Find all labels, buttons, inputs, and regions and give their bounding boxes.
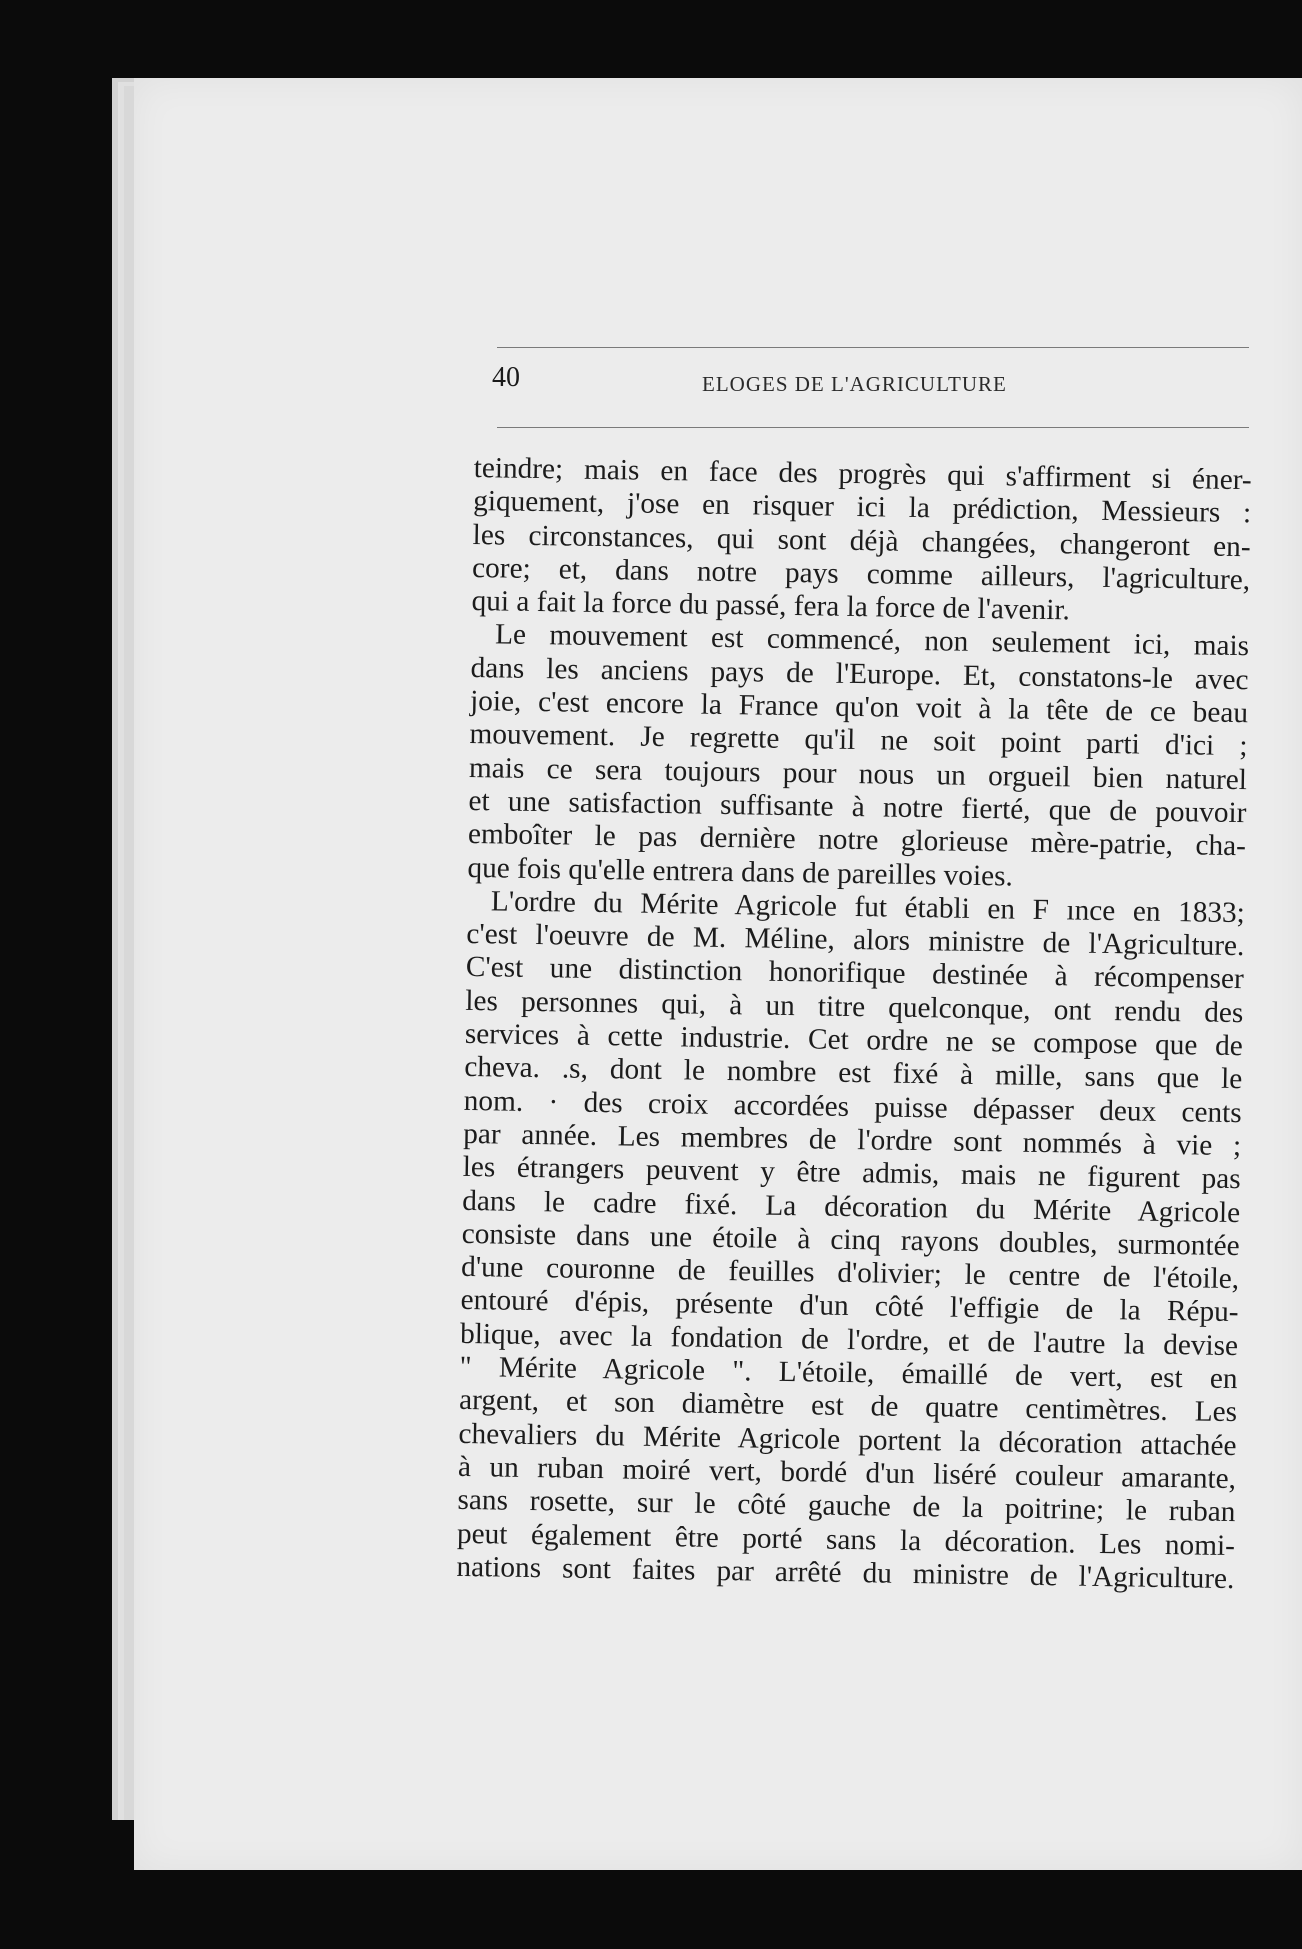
text-line: à un ruban moiré vert, bordé d'un liséré couleur amarante, — [457, 1450, 1237, 1495]
text-line: par année. Les membres de l'ordre sont nommés à vie ; — [463, 1117, 1242, 1163]
text-line: sans rosette, sur le côté gauche de la poitrine; le ruban — [457, 1484, 1236, 1529]
text-line: mouvement. Je regrette qu'il ne soit point parti d'ici ; — [469, 718, 1248, 763]
body-text — [456, 452, 1252, 1596]
header-rule-bottom — [497, 427, 1249, 428]
text-line: c'est l'oeuvre de M. Méline, alors ministre de l'Agriculture. — [466, 918, 1245, 963]
text-line: giquement, j'ose en risquer ici la prédiction, Messieurs : — [472, 485, 1252, 530]
text-line: mais ce sera toujours pour nous un orgueil bien naturel — [468, 751, 1248, 796]
text-line: peut également être porté sans la décoration. Les nomi- — [456, 1517, 1236, 1562]
running-title: ELOGES DE L'AGRICULTURE — [702, 372, 1007, 396]
page-number: 40 — [492, 362, 520, 393]
text-line: qui a fait la force du passé, fera la force de l'avenir. — [471, 585, 1071, 627]
text-line: emboîter le pas dernière notre glorieuse mère-patrie, cha- — [467, 818, 1247, 863]
text-line: " Mérite Agricole ". L'étoile, émaillé de vert, est en — [459, 1350, 1238, 1396]
text-line: L'ordre du Mérite Agricole fut établi en F ınce en 1833; — [490, 885, 1246, 930]
text-line: cheva. .s, dont le nombre est fixé à mille, sans que le — [464, 1051, 1243, 1096]
text-line: que fois qu'elle entrera dans de pareilles voies. — [467, 851, 1014, 893]
text-line: Le mouvement est commencé, non seulement ici, mais — [494, 618, 1250, 663]
text-line: les personnes qui, à un titre quelconque, ont rendu des — [465, 984, 1244, 1029]
text-line: dans le cadre fixé. La décoration du Mérite Agricole — [461, 1184, 1241, 1229]
text-line: les circonstances, qui sont déjà changées, changeront en- — [472, 518, 1251, 563]
header-rule-top — [497, 347, 1249, 348]
text-line: et une satisfaction suffisante à notre fierté, que de pouvoir — [468, 784, 1247, 830]
text-line: consiste dans une étoile à cinq rayons doubles, surmontée — [461, 1217, 1240, 1262]
text-line: teindre; mais en face des progrès qui s'affirment si éner- — [473, 452, 1252, 497]
text-line: C'est une distinction honorifique destinée à récompenser — [465, 951, 1245, 996]
page-header — [492, 362, 1252, 402]
text-line: nom. · des croix accordées puisse dépasser deux cents — [463, 1084, 1242, 1129]
text-line: entouré d'épis, présente d'un côté l'effigie de la Répu- — [460, 1284, 1239, 1329]
text-line: argent, et son diamètre est de quatre centimètres. Les — [458, 1384, 1238, 1429]
text-line: d'une couronne de feuilles d'olivier; le centre de l'étoile, — [460, 1251, 1240, 1296]
text-line: blique, avec la fondation de l'ordre, et de l'autre la devise — [459, 1317, 1239, 1362]
text-line: core; et, dans notre pays comme ailleurs, l'agriculture, — [471, 551, 1251, 597]
text-line: nations sont faites par arrêté du ministre de l'Agriculture. — [456, 1550, 1235, 1595]
text-line: chevaliers du Mérite Agricole portent la décoration attachée — [458, 1417, 1237, 1462]
text-line: joie, c'est encore la France qu'on voit à la tête de ce beau — [469, 685, 1249, 730]
scan-border-bottom — [0, 1870, 1302, 1949]
scan-border-top — [0, 0, 1302, 78]
text-line: dans les anciens pays de l'Europe. Et, constatons-le avec — [470, 651, 1249, 696]
text-line: services à cette industrie. Cet ordre ne se compose que de — [464, 1017, 1244, 1063]
text-line: les étrangers peuvent y être admis, mais ne figurent pas — [462, 1151, 1241, 1196]
